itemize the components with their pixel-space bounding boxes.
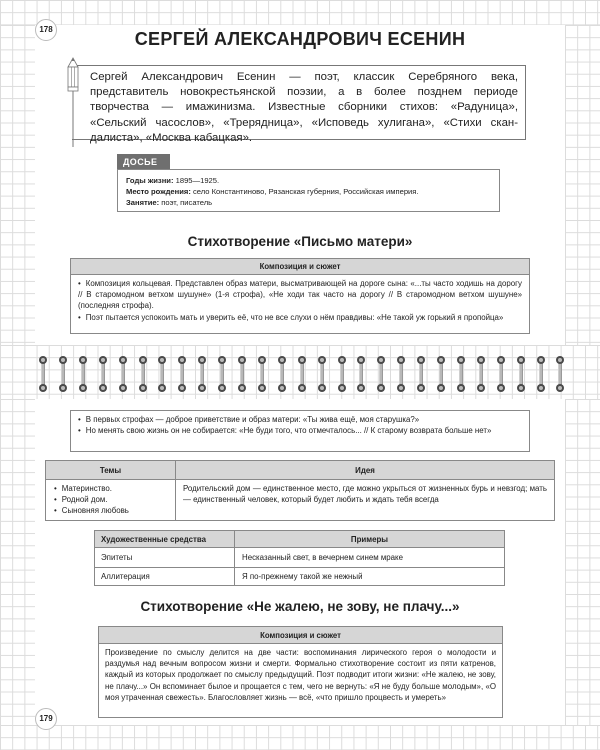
theme-item: • Сыновняя любовь (54, 505, 168, 516)
spiral-ring-icon (397, 354, 405, 394)
composition-body (71, 411, 529, 439)
spiral-binding (0, 354, 600, 394)
grid-margin-right-lower (565, 399, 600, 725)
spiral-ring-icon (537, 354, 545, 394)
dossier-row-years (126, 175, 491, 186)
spiral-ring-icon (318, 354, 326, 394)
spiral-ring-icon (139, 354, 147, 394)
poem2-composition-box (98, 626, 503, 718)
poem1-composition-box (70, 258, 530, 334)
dossier-box (117, 169, 500, 212)
idea-cell: Родительский дом — единственное место, где можно укрыться от жизненных бурь и невзгод; мать — единственный человек, который будет любить и ждать тебя всегда (176, 480, 555, 521)
page-title: СЕРГЕЙ АЛЕКСАНДРОВИЧ ЕСЕНИН (134, 29, 466, 49)
column-header-devices: Художественные средства (95, 531, 235, 548)
page-number-bottom: 179 (35, 708, 57, 730)
theme-item: • Материнство. (54, 483, 168, 494)
device-example: Я по-прежнему такой же нежный (235, 568, 505, 586)
composition-body (71, 275, 529, 326)
themes-cell (46, 480, 176, 521)
dossier-label: Годы жизни: (126, 176, 174, 185)
spiral-ring-icon (79, 354, 87, 394)
spiral-ring-icon (298, 354, 306, 394)
spiral-ring-icon (218, 354, 226, 394)
composition-item: • В первых строфах — доброе приветствие и образ матери: «Ты жива ещё, моя старушка?» (78, 414, 522, 425)
composition-item: • Но менять свою жизнь он не собирается: «Не буди того, что отмечталось... // К старому возврата больше нет» (78, 425, 522, 436)
poem1-title: Стихотворение «Письмо матери» (187, 234, 413, 249)
spiral-ring-icon (497, 354, 505, 394)
column-header-idea: Идея (176, 461, 555, 480)
device-example: Несказанный свет, в вечернем синем мраке (235, 548, 505, 568)
column-header-examples: Примеры (235, 531, 505, 548)
spiral-ring-icon (99, 354, 107, 394)
dossier-row-birthplace (126, 186, 491, 197)
spiral-ring-icon (119, 354, 127, 394)
artistic-devices-table (94, 530, 505, 586)
composition-item: • Поэт пытается успокоить мать и уверить её, что не все слухи о нём правдивы: «Не такой уж горький я пропойца» (78, 312, 522, 323)
spiral-ring-icon (39, 354, 47, 394)
composition-header: Композиция и сюжет (99, 627, 502, 644)
spiral-ring-icon (556, 354, 564, 394)
theme-item: • Родной дом. (54, 494, 168, 505)
page-number-top: 178 (35, 19, 57, 41)
spiral-ring-icon (477, 354, 485, 394)
dossier-value: 1895—1925. (175, 176, 220, 185)
grid-margin-right (565, 25, 600, 345)
dossier-label: Место рождения: (126, 187, 191, 196)
spiral-ring-icon (238, 354, 246, 394)
dossier-label: Занятие: (126, 198, 160, 207)
dossier-value: поэт, писатель (161, 198, 213, 207)
spiral-ring-icon (198, 354, 206, 394)
composition-header: Композиция и сюжет (71, 259, 529, 275)
spiral-ring-icon (278, 354, 286, 394)
grid-margin-bottom (0, 725, 600, 750)
composition-item: • Композиция кольцевая. Представлен образ матери, высматривающей на дороге сына: «...ты часто ходишь на дорогу // В старомодном ветхом шушуне» (1-я строфа), «Не ходи так часто на дорогу // В старомодном ветхом шушуне» (последняя строфа). (78, 278, 522, 312)
dossier-tab: ДОСЬЕ (117, 154, 170, 170)
spiral-ring-icon (338, 354, 346, 394)
dossier-value: село Константиново, Рязанская губерния, Российская империя. (192, 187, 419, 196)
spiral-ring-icon (258, 354, 266, 394)
spiral-ring-icon (357, 354, 365, 394)
grid-margin-left-lower (0, 399, 35, 725)
device-name: Эпитеты (95, 548, 235, 568)
poem1-composition-continued (70, 410, 530, 452)
spiral-ring-icon (437, 354, 445, 394)
grid-margin-top (0, 0, 600, 25)
themes-idea-table (45, 460, 555, 521)
device-name: Аллитерация (95, 568, 235, 586)
spiral-ring-icon (158, 354, 166, 394)
grid-margin-left (0, 25, 35, 345)
spiral-ring-icon (59, 354, 67, 394)
pencil-icon (66, 57, 80, 147)
dossier-row-occupation (126, 197, 491, 208)
intro-text: Сергей Александрович Есенин — поэт, классик Серебряного века, представитель новокрестьянской поэзии, а в более позднем периоде творчества — имажинизма. Известные сборники стихов: «Радуница», «Сельский часослов», «Трерядница», «Исповедь хулигана», «Стихи скандалиста», «Москва кабацкая». (90, 71, 518, 144)
spiral-ring-icon (457, 354, 465, 394)
spiral-ring-icon (417, 354, 425, 394)
spiral-ring-icon (517, 354, 525, 394)
poem2-title: Стихотворение «Не жалею, не зову, не плачу...» (140, 599, 460, 614)
spiral-ring-icon (178, 354, 186, 394)
composition-text: Произведение по смыслу делится на две части: воспоминания лирического героя о молодости и раздумья над вечным вопросом жизни и смерти. Формально стихотворение состоит из пяти катренов, каждый из которых продолжает по смыслу предыдущий. Поэт подводит итоги жизни: «Не жалею, не зову, не плачу...» Он вспоминает былое и прощается с тем, чего не вернуть: «Я не буду больше молодым», «О моя утраченная свежесть». Благословляет жизнь — всё, «что пришло процвесть и умереть» (105, 648, 496, 702)
spiral-ring-icon (377, 354, 385, 394)
column-header-themes: Темы (46, 461, 176, 480)
